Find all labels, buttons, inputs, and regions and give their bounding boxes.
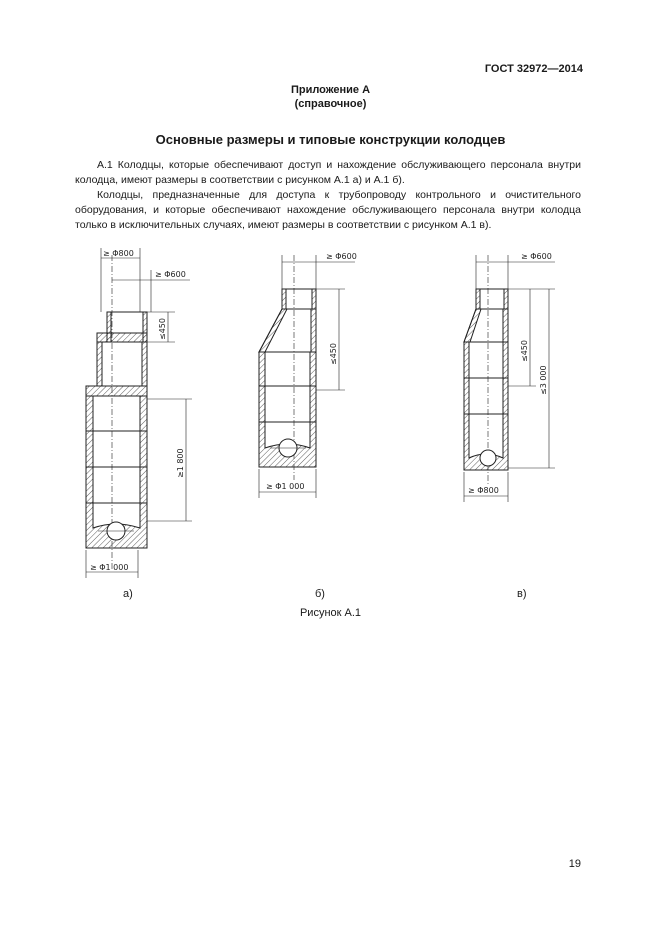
dim-b-450: ≤450 <box>329 343 338 365</box>
appendix-heading <box>0 83 661 111</box>
well-drawing-b <box>259 255 355 498</box>
dim-a-d800: ≥ Φ800 <box>103 249 134 258</box>
subfigure-label-b: б) <box>315 588 325 600</box>
dim-b-d600: ≥ Φ600 <box>326 252 357 261</box>
page-number: 19 <box>568 858 581 870</box>
appendix-subtitle: (справочное) <box>294 98 367 110</box>
dim-c-3000: ≤3 000 <box>539 365 548 395</box>
dim-a-d1000: ≥ Φ1 000 <box>90 563 129 572</box>
subfigure-label-c: в) <box>517 588 527 600</box>
dim-a-450: ≤450 <box>158 318 167 340</box>
dim-c-d600: ≥ Φ600 <box>521 252 552 261</box>
appendix-title: Приложение А <box>290 84 371 96</box>
dim-b-d1000: ≥ Φ1 000 <box>266 482 305 491</box>
well-drawing-a <box>86 248 192 578</box>
standard-number: ГОСТ 32972—2014 <box>484 63 583 75</box>
body-text <box>75 158 581 233</box>
figure-caption: Рисунок А.1 <box>299 607 362 619</box>
dim-a-1800: ≥1 800 <box>176 448 185 478</box>
subfigure-label-a: а) <box>123 588 133 600</box>
section-heading: Основные размеры и типовые конструкции колодцев <box>155 132 506 147</box>
dim-a-d600: ≥ Φ600 <box>155 270 186 279</box>
dim-c-450: ≤450 <box>520 340 529 362</box>
dim-c-d800: ≥ Φ800 <box>468 486 499 495</box>
figure-a1-drawing <box>0 240 661 585</box>
paragraph: Колодцы, предназначенные для доступа к трубопроводу контрольного и очистительного оборудования, и которые обеспечивают нахождение обслуживающего персонала внутри колодца только в исключительных случаях, имеют размеры в соответствии с рисунком А.1 в). <box>75 189 581 231</box>
paragraph: А.1 Колодцы, которые обеспечивают доступ и нахождение обслуживающего персонала внутри колодца, имеют размеры в соответствии с рисунком А.1 а) и А.1 б). <box>75 159 581 186</box>
